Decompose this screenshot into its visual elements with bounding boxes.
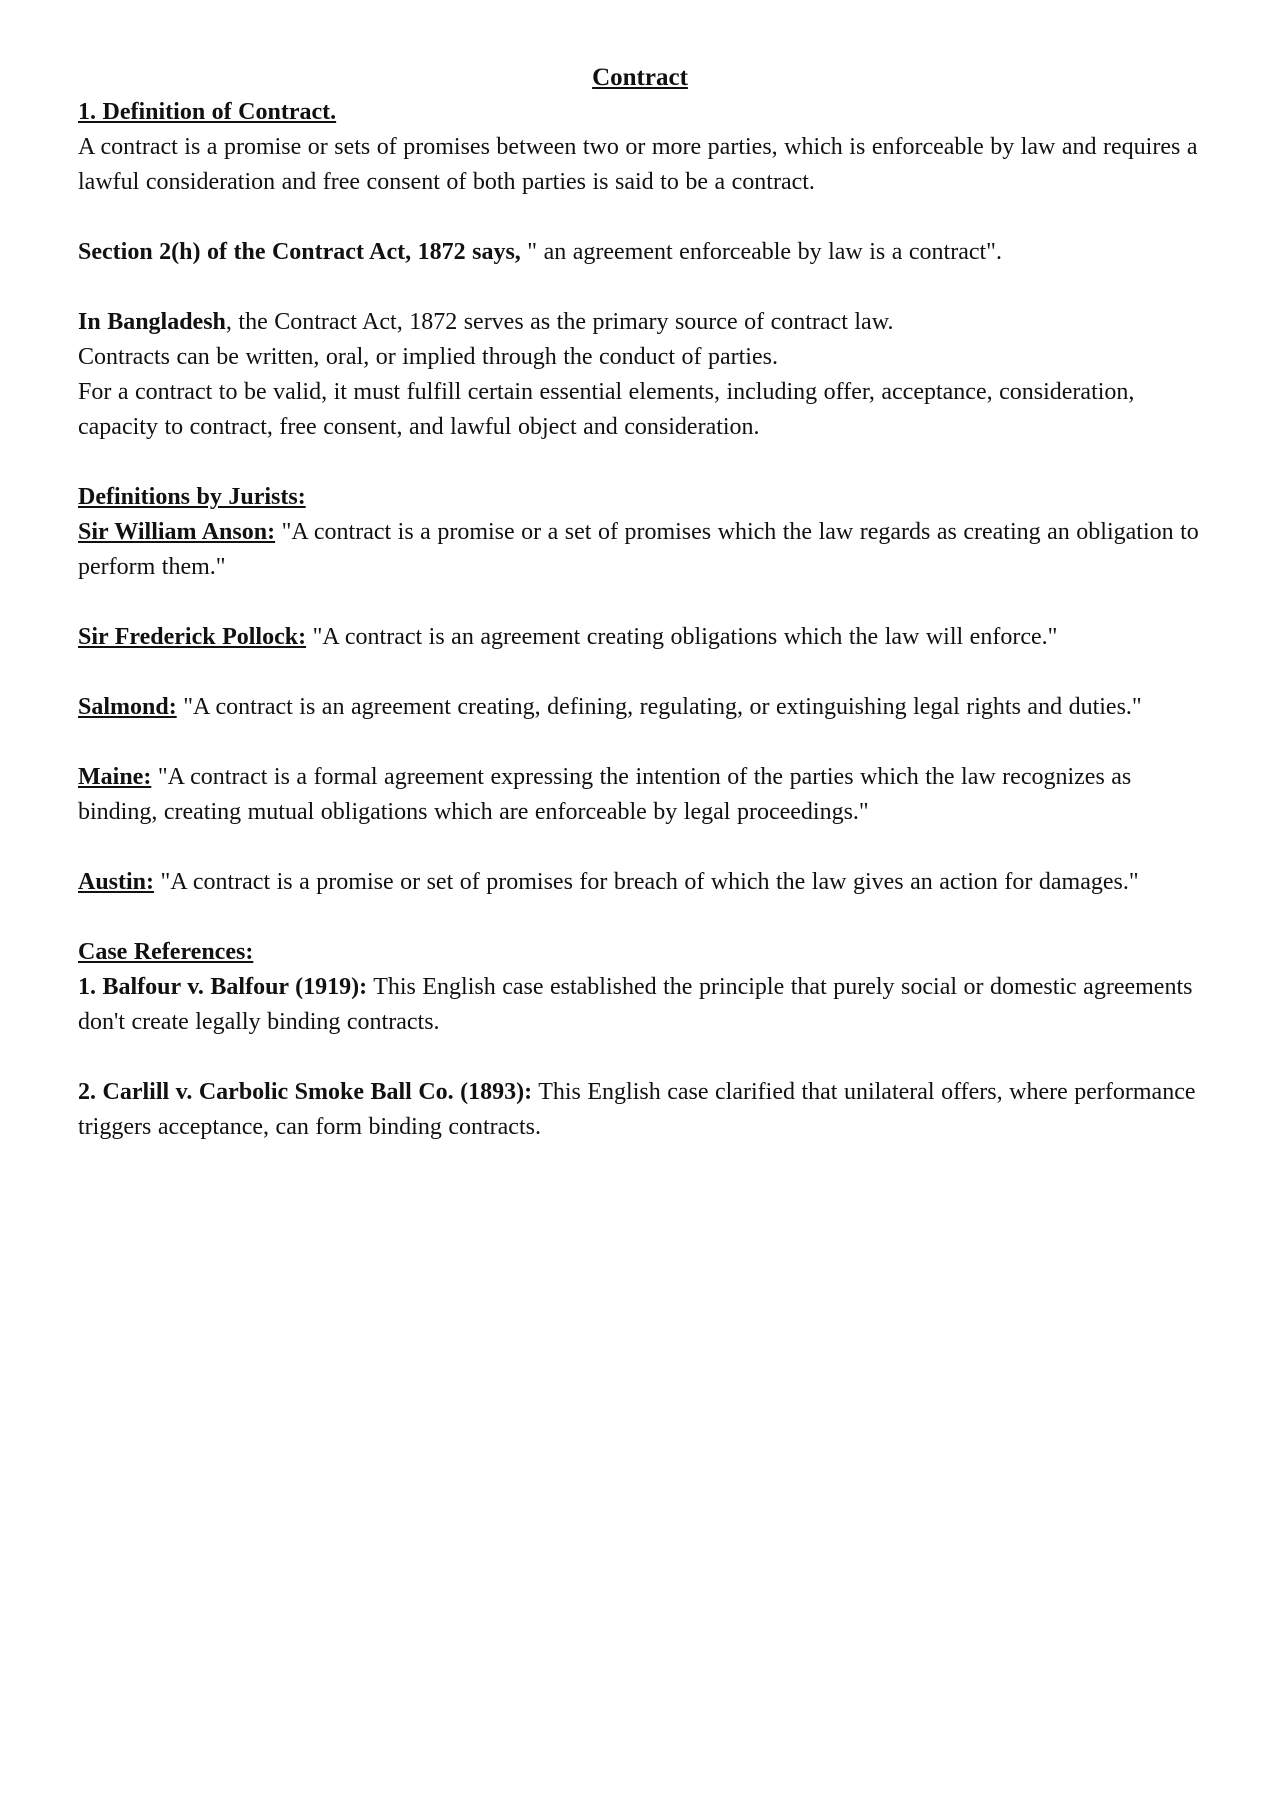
text-segment: For a contract to be valid, it must fulfill certain essential elements, including offer, acceptance, consideration, capacity to contract, free consent, and lawful object and consideration. (78, 379, 1135, 440)
text-segment: A contract is a promise or sets of promises between two or more parties, which is enforceable by law and requires a lawful consideration and free consent of both parties is said to be a contract. (78, 134, 1198, 195)
paragraph (78, 235, 1202, 270)
blank-line (78, 585, 1202, 620)
paragraph (78, 620, 1202, 655)
blank-line (78, 830, 1202, 865)
text-segment: Sir William Anson: (78, 519, 276, 545)
text-segment: Definitions by Jurists: (78, 484, 306, 510)
section-heading (78, 95, 1202, 130)
blank-line (78, 655, 1202, 690)
text-segment: Case References: (78, 939, 254, 965)
text-segment: Austin: (78, 869, 155, 895)
text-segment: "A contract is an agreement creating, defining, regulating, or extinguishing legal rights and duties." (176, 694, 1142, 720)
text-segment: In Bangladesh (78, 309, 226, 335)
section-heading (78, 480, 1202, 515)
text-segment: This English case clarified that unilateral offers, where performance triggers acceptance, can form binding contracts. (78, 1079, 1196, 1140)
text-segment: "A contract is an agreement creating obligations which the law will enforce." (306, 624, 1058, 650)
paragraph (78, 690, 1202, 725)
blank-line (78, 900, 1202, 935)
text-segment: This English case established the principle that purely social or domestic agreements don't create legally binding contracts. (78, 974, 1193, 1035)
text-segment: 1. Balfour v. Balfour (1919): (78, 974, 368, 1000)
text-segment: 2. Carlill v. Carbolic Smoke Ball Co. (1893): (78, 1079, 533, 1105)
text-segment: Maine: (78, 764, 152, 790)
blank-line (78, 445, 1202, 480)
document-content (78, 60, 1202, 1180)
blank-line (78, 1145, 1202, 1180)
text-segment: "A contract is a promise or set of promises for breach of which the law gives an action for damages." (154, 869, 1139, 895)
blank-line (78, 725, 1202, 760)
paragraph (78, 130, 1202, 200)
text-segment: , the Contract Act, 1872 serves as the primary source of contract law. (225, 309, 894, 335)
paragraph (78, 305, 1202, 340)
text-segment: 1. Definition of Contract. (78, 99, 337, 125)
text-segment: Section 2(h) of the Contract Act, 1872 says, (78, 239, 521, 265)
blank-line (78, 270, 1202, 305)
document-title (78, 60, 1202, 95)
paragraph (78, 865, 1202, 900)
blank-line (78, 1040, 1202, 1075)
paragraph (78, 515, 1202, 585)
text-segment: Contracts can be written, oral, or implied through the conduct of parties. (78, 344, 778, 370)
paragraph (78, 1075, 1202, 1145)
text-segment: Salmond: (78, 694, 177, 720)
paragraph (78, 760, 1202, 830)
text-segment: Contract (592, 64, 688, 91)
text-segment: Sir Frederick Pollock: (78, 624, 307, 650)
blank-line (78, 200, 1202, 235)
text-segment: " an agreement enforceable by law is a contract". (520, 239, 1002, 265)
paragraph (78, 375, 1202, 445)
paragraph (78, 970, 1202, 1040)
paragraph (78, 340, 1202, 375)
text-segment: "A contract is a promise or a set of promises which the law regards as creating an obligation to perform them." (78, 519, 1199, 580)
text-segment: "A contract is a formal agreement expressing the intention of the parties which the law recognizes as binding, creating mutual obligations which are enforceable by legal proceedings." (78, 764, 1132, 825)
section-heading (78, 935, 1202, 970)
